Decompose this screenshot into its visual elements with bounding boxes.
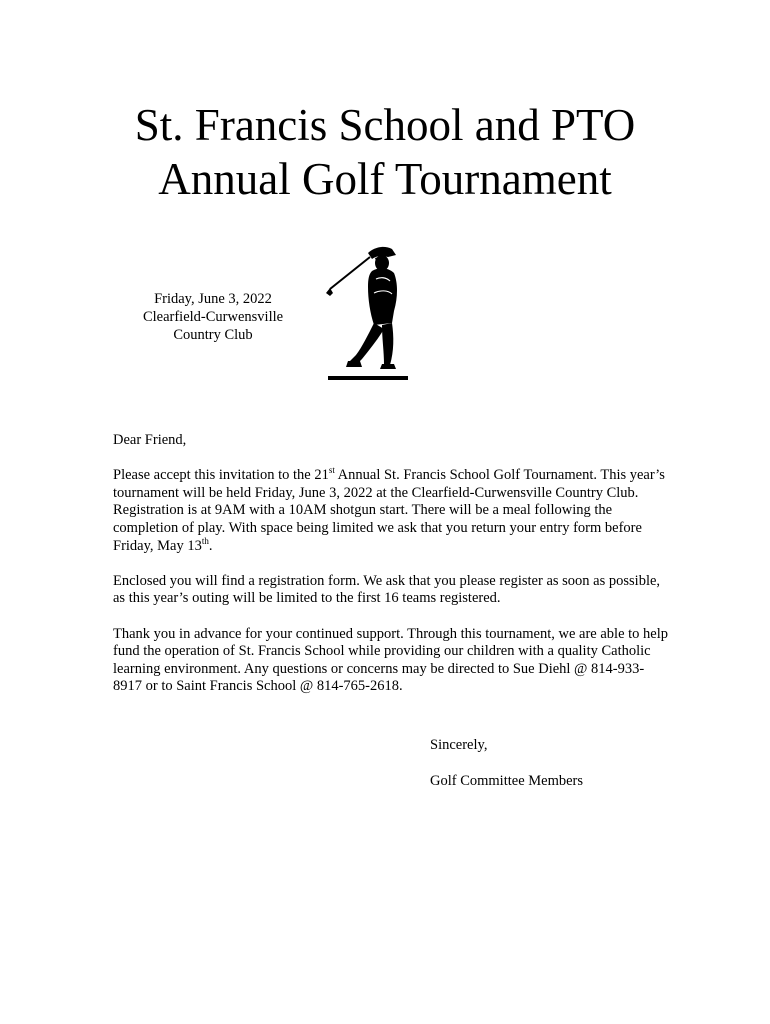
letter-paragraph-2: Enclosed you will find a registration form. We ask that you please register as soon as possible, as this year’s outing will be limited to the first 16 teams registered.: [113, 572, 661, 607]
closing-sincerely: Sincerely,: [430, 737, 488, 753]
closing-signature: Golf Committee Members: [430, 773, 584, 789]
p1-text-b: Annual St. Francis School Golf Tournament. This year’s tournament will be held Friday, June 3, 2022 at the Clearfield-Curwensville Country Club. Registration is at 9AM with a 10AM shotgun start. There will be a meal following the completion of play. With space being limited we ask that you return your entry form before Friday, May 13: [113, 467, 665, 554]
letter-greeting: Dear Friend,: [113, 432, 187, 448]
letter-paragraph-3: Thank you in advance for your continued support. Through this tournament, we are able to help fund the operation of St. Francis School while providing our children with a quality Catholic learning environment. Any questions or concerns may be directed to Sue Diehl @ 814-933-8917 or to Saint Francis School @ 814-765-2618.: [113, 625, 669, 695]
p1-ordinal-st: st: [328, 465, 335, 476]
title-line-2: Annual Golf Tournament: [158, 154, 612, 204]
title-line-1: St. Francis School and PTO: [134, 100, 636, 150]
event-date: Friday, June 3, 2022: [154, 291, 272, 307]
page-title: [0, 98, 770, 206]
p1-text-end: .: [208, 537, 213, 554]
event-details: [128, 290, 298, 344]
letter-closing: [430, 736, 583, 790]
p1-ordinal-th: th: [201, 535, 209, 546]
p1-text-a: Please accept this invitation to the 21: [113, 467, 329, 484]
event-venue-line-2: Country Club: [173, 327, 253, 343]
event-venue-line-1: Clearfield-Curwensville: [142, 309, 284, 325]
letter-body: [113, 432, 673, 714]
golfer-icon: [322, 243, 412, 383]
letter-paragraph-1: [113, 467, 673, 555]
